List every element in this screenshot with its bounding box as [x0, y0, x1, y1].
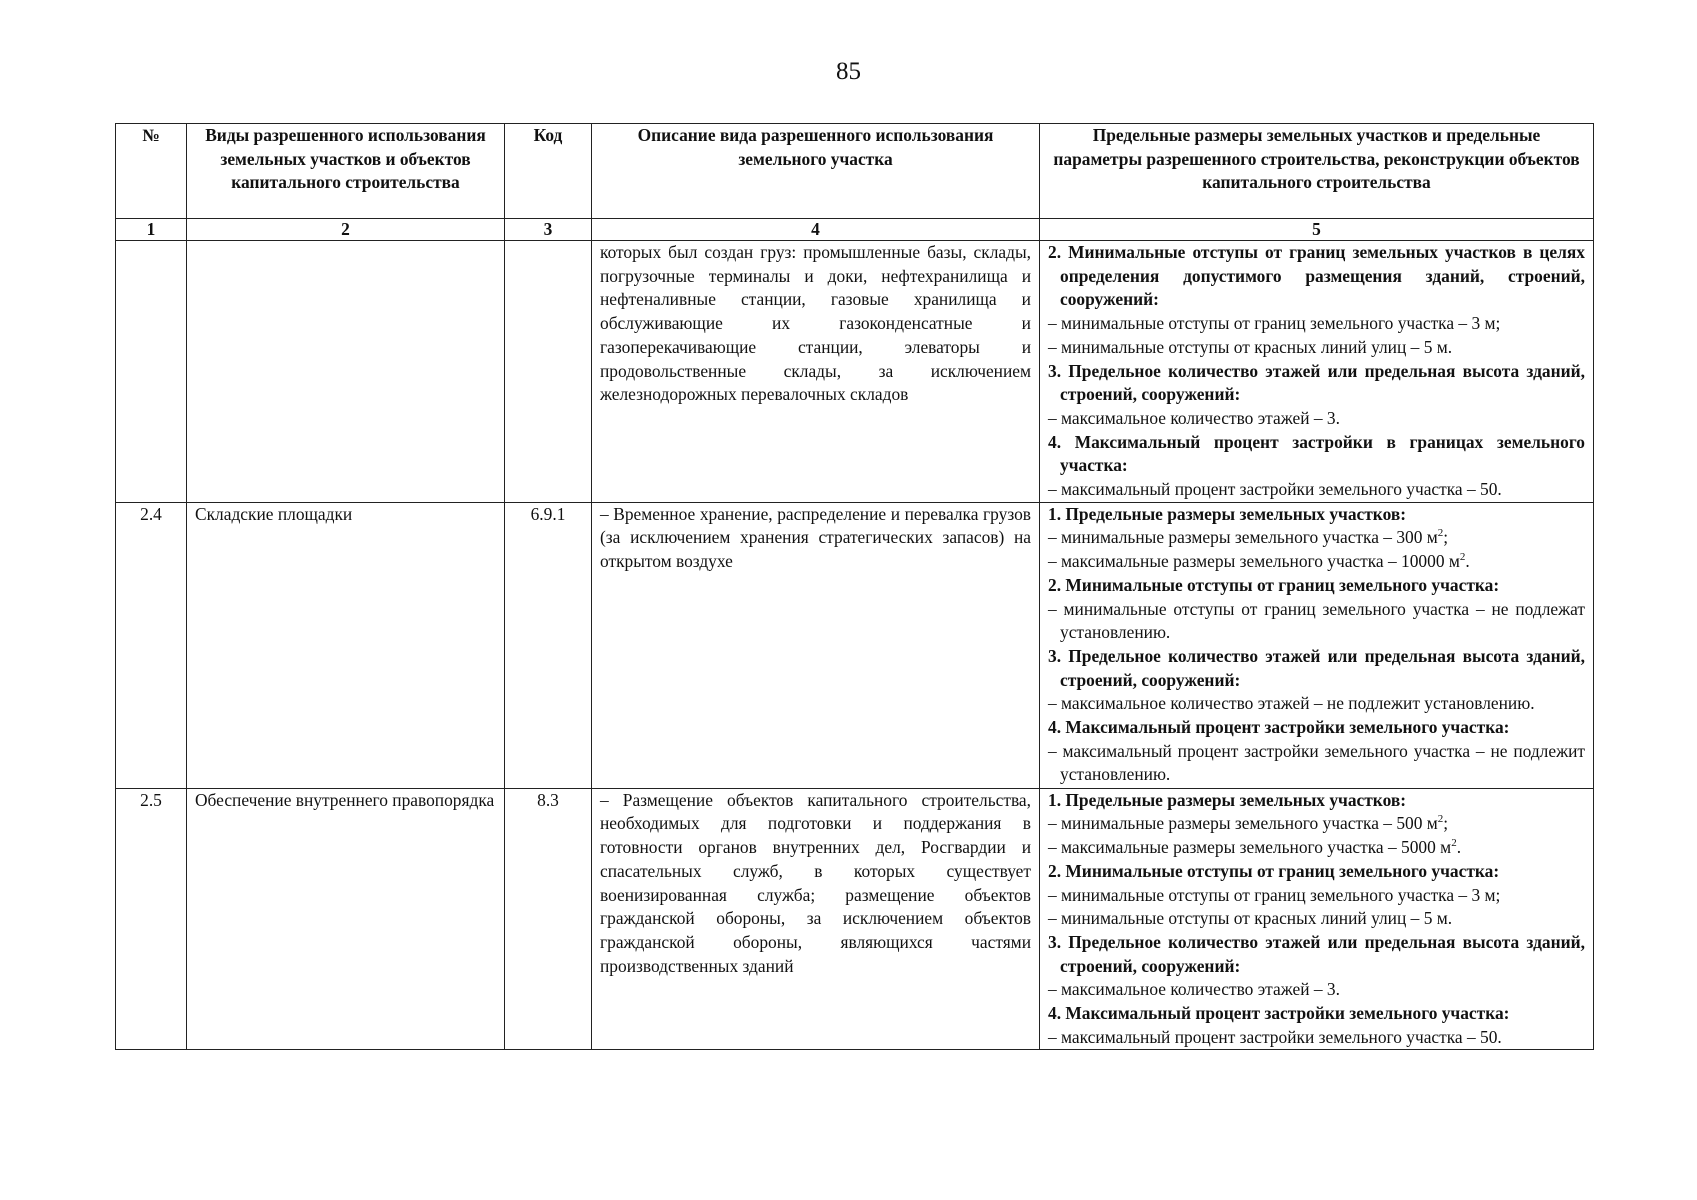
parameter-text: – минимальные отступы от красных линий улиц – 5 м. — [1048, 336, 1453, 357]
row-use-type: Обеспечение внутреннего правопорядка — [187, 788, 505, 1050]
parameter-heading — [1048, 789, 1585, 813]
parameter-item — [1048, 836, 1585, 860]
parameter-text: – максимальное количество этажей – 3. — [1048, 979, 1340, 1000]
punctuation: ; — [1443, 527, 1449, 548]
parameter-text: – минимальные отступы от границ земельного участка – 3 м; — [1048, 313, 1501, 334]
land-use-table — [115, 123, 1594, 1050]
parameter-heading — [1048, 360, 1585, 407]
parameter-item — [1048, 478, 1585, 502]
parameter-item — [1048, 407, 1585, 431]
parameter-item — [1048, 884, 1585, 908]
parameter-text: – максимальное количество этажей – не подлежит установлению. — [1048, 693, 1535, 714]
parameter-heading — [1048, 431, 1585, 478]
row-parameters — [1040, 241, 1594, 503]
parameter-heading — [1048, 503, 1585, 527]
parameter-text: 3. Предельное количество этажей или предельная высота зданий, строений, сооружений: — [1048, 645, 1585, 690]
parameter-text: 4. Максимальный процент застройки земельного участка: — [1048, 1003, 1510, 1024]
parameter-text: – минимальные отступы от красных линий улиц – 5 м. — [1048, 908, 1453, 929]
row-parameters — [1040, 502, 1594, 788]
parameter-text: – минимальные размеры земельного участка – 500 м — [1048, 813, 1438, 834]
parameter-text: 4. Максимальный процент застройки земельного участка: — [1048, 717, 1510, 738]
column-number: 3 — [505, 219, 592, 241]
row-code: 6.9.1 — [505, 502, 592, 788]
parameter-item — [1048, 598, 1585, 645]
column-number: 5 — [1040, 219, 1594, 241]
parameter-text: 3. Предельное количество этажей или предельная высота зданий, строений, сооружений: — [1048, 931, 1585, 976]
superscript: 2 — [1451, 837, 1457, 850]
parameter-text: – максимальный процент застройки земельного участка – 50. — [1048, 479, 1502, 500]
parameter-text: 2. Минимальные отступы от границ земельного участка: — [1048, 574, 1500, 595]
row-use-type — [187, 241, 505, 503]
parameter-text: 3. Предельное количество этажей или предельная высота зданий, строений, сооружений: — [1048, 360, 1585, 405]
page-number: 85 — [836, 58, 861, 85]
parameter-text: – максимальный процент застройки земельного участка – не подлежит установлению. — [1048, 740, 1585, 785]
parameter-item — [1048, 907, 1585, 931]
parameter-text: 2. Минимальные отступы от границ земельных участков в целях определения допустимого размещения зданий, строений, сооружений: — [1048, 242, 1585, 310]
row-number: 2.4 — [116, 502, 187, 788]
column-number: 1 — [116, 219, 187, 241]
table-body — [116, 241, 1594, 1050]
parameter-item — [1048, 740, 1585, 787]
parameter-text: – минимальные отступы от границ земельного участка – не подлежат установлению. — [1048, 598, 1585, 643]
table-row — [116, 241, 1594, 503]
column-number: 4 — [592, 219, 1040, 241]
parameter-item — [1048, 526, 1585, 550]
header-parameters: Предельные размеры земельных участков и предельные параметры разрешенного строительства, реконструкции объектов капитального строительства — [1040, 124, 1594, 219]
parameter-heading — [1048, 1002, 1585, 1026]
header-number: № — [116, 124, 187, 219]
parameter-text: – максимальное количество этажей – 3. — [1048, 407, 1340, 428]
row-number: 2.5 — [116, 788, 187, 1050]
parameter-text: – максимальные размеры земельного участка – 10000 м — [1048, 551, 1460, 572]
parameter-text: 1. Предельные размеры земельных участков: — [1048, 503, 1407, 524]
table-row — [116, 502, 1594, 788]
superscript: 2 — [1459, 551, 1466, 564]
parameter-heading — [1048, 860, 1585, 884]
punctuation: . — [1456, 837, 1462, 858]
row-description: – Размещение объектов капитального строительства, необходимых для подготовки и поддержания в готовности органов внутренних дел, Росгвардии и спасательных служб, в которых существует военизированная служба; размещение объектов гражданской обороны, за исключением объектов гражданской обороны, являющихся частями производственных зданий — [592, 788, 1040, 1050]
parameter-heading — [1048, 574, 1585, 598]
parameter-item — [1048, 812, 1585, 836]
row-number — [116, 241, 187, 503]
parameter-text: 2. Минимальные отступы от границ земельного участка: — [1048, 860, 1500, 881]
parameter-item — [1048, 692, 1585, 716]
table-header-row — [116, 124, 1594, 219]
punctuation: . — [1465, 551, 1470, 572]
parameter-item — [1048, 336, 1585, 360]
table-row — [116, 788, 1594, 1050]
parameter-item — [1048, 312, 1585, 336]
parameter-heading — [1048, 716, 1585, 740]
header-use-type: Виды разрешенного использования земельных участков и объектов капитального строительства — [187, 124, 505, 219]
row-code: 8.3 — [505, 788, 592, 1050]
row-code — [505, 241, 592, 503]
row-description: – Временное хранение, распределение и перевалка грузов (за исключением хранения стратегических запасов) на открытом воздухе — [592, 502, 1040, 788]
parameter-item — [1048, 1026, 1585, 1050]
parameter-heading — [1048, 241, 1585, 312]
parameter-heading — [1048, 645, 1585, 692]
column-number: 2 — [187, 219, 505, 241]
superscript: 2 — [1437, 813, 1444, 826]
parameter-text: – максимальный процент застройки земельного участка – 50. — [1048, 1026, 1502, 1047]
column-number-row — [116, 219, 1594, 241]
superscript: 2 — [1437, 527, 1444, 540]
header-code: Код — [505, 124, 592, 219]
punctuation: ; — [1443, 813, 1449, 834]
row-use-type: Складские площадки — [187, 502, 505, 788]
parameter-text: – минимальные размеры земельного участка – 300 м — [1048, 527, 1438, 548]
parameter-text: – максимальные размеры земельного участка – 5000 м — [1048, 837, 1452, 858]
header-description: Описание вида разрешенного использования земельного участка — [592, 124, 1040, 219]
row-description: которых был создан груз: промышленные базы, склады, погрузочные терминалы и доки, нефтехранилища и нефтеналивные станции, газовые хранилища и обслуживающие их газоконденсатные и газоперекачивающие станции, элеваторы и продовольственные склады, за исключением железнодорожных перевалочных складов — [592, 241, 1040, 503]
row-parameters — [1040, 788, 1594, 1050]
parameter-text: 4. Максимальный процент застройки в границах земельного участка: — [1048, 431, 1585, 476]
parameter-item — [1048, 550, 1585, 574]
parameter-text: – минимальные отступы от границ земельного участка – 3 м; — [1048, 884, 1501, 905]
parameter-heading — [1048, 931, 1585, 978]
parameter-item — [1048, 978, 1585, 1002]
parameter-text: 1. Предельные размеры земельных участков: — [1048, 789, 1407, 810]
